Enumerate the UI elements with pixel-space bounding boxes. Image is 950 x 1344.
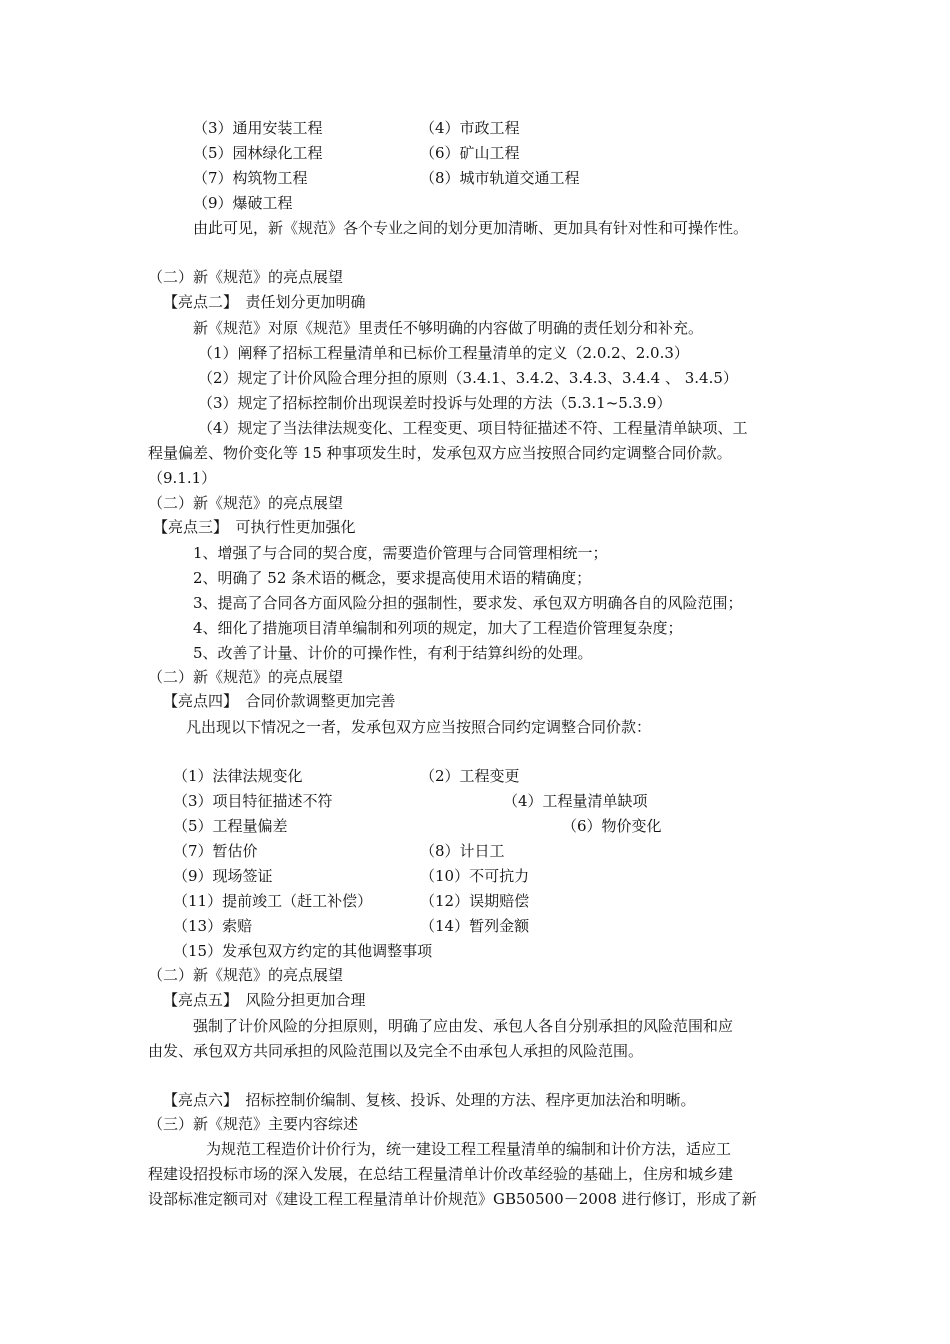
list-item: （14）暂列金额 bbox=[420, 917, 530, 935]
highlight-title: 【亮点四】 合同价款调整更加完善 bbox=[163, 692, 396, 710]
list-item: （4）工程量清单缺项 bbox=[503, 792, 648, 810]
paragraph: 为规范工程造价计价行为，统一建设工程工程量清单的编制和计价方法，适应工 bbox=[206, 1140, 732, 1158]
category-item: （3）通用安装工程 bbox=[193, 119, 323, 137]
list-item: 2、明确了 52 条术语的概念，要求提高使用术语的精确度； bbox=[193, 569, 592, 587]
list-item: （1）阐释了招标工程量清单和已标价工程量清单的定义（2.0.2、2.0.3） bbox=[198, 344, 689, 362]
list-item: 4、细化了措施项目清单编制和列项的规定，加大了工程造价管理复杂度； bbox=[193, 619, 683, 637]
list-item: （9）现场签证 bbox=[173, 867, 273, 885]
category-item: （9）爆破工程 bbox=[193, 194, 293, 212]
paragraph-continuation: 程建设招投标市场的深入发展，在总结工程量清单计价改革经验的基础上，住房和城乡建 bbox=[148, 1165, 734, 1183]
list-item: （13）索赔 bbox=[173, 917, 253, 935]
list-item: （8）计日工 bbox=[420, 842, 505, 860]
paragraph-continuation: 由发、承包双方共同承担的风险范围以及完全不由承包人承担的风险范围。 bbox=[148, 1042, 644, 1060]
category-item: （8）城市轨道交通工程 bbox=[420, 169, 580, 187]
section-heading: （二）新《规范》的亮点展望 bbox=[148, 268, 344, 286]
list-item: 3、提高了合同各方面风险分担的强制性，要求发、承包双方明确各自的风险范围； bbox=[193, 594, 743, 612]
highlight-title: 【亮点二】 责任划分更加明确 bbox=[163, 293, 366, 311]
list-item: （3）项目特征描述不符 bbox=[173, 792, 333, 810]
paragraph: 新《规范》对原《规范》里责任不够明确的内容做了明确的责任划分和补充。 bbox=[193, 319, 704, 337]
category-item: （7）构筑物工程 bbox=[193, 169, 308, 187]
list-item: （2）规定了计价风险合理分担的原则（3.4.1、3.4.2、3.4.3、3.4.4 、 3.4.5） bbox=[198, 369, 738, 387]
section-heading: （二）新《规范》的亮点展望 bbox=[148, 494, 344, 512]
section-heading: （三）新《规范》主要内容综述 bbox=[148, 1115, 359, 1133]
highlight-title: 【亮点六】 招标控制价编制、复核、投诉、处理的方法、程序更加法治和明晰。 bbox=[163, 1091, 696, 1109]
list-item: （10）不可抗力 bbox=[420, 867, 530, 885]
paragraph: 凡出现以下情况之一者，发承包双方应当按照合同约定调整合同价款： bbox=[186, 718, 652, 736]
list-item: （4）规定了当法律法规变化、工程变更、项目特征描述不符、工程量清单缺项、工 bbox=[198, 419, 748, 437]
list-item-continuation: 程量偏差、物价变化等 15 种事项发生时，发承包双方应当按照合同约定调整合同价款。 bbox=[148, 444, 732, 462]
category-item: （6）矿山工程 bbox=[420, 144, 520, 162]
list-item: （12）误期赔偿 bbox=[420, 892, 530, 910]
list-item: （1）法律法规变化 bbox=[173, 767, 303, 785]
list-item: （11）提前竣工（赶工补偿） bbox=[173, 892, 373, 910]
category-item: （4）市政工程 bbox=[420, 119, 520, 137]
list-item: （3）规定了招标控制价出现误差时投诉与处理的方法（5.3.1~5.3.9） bbox=[198, 394, 672, 412]
highlight-title: 【亮点三】 可执行性更加强化 bbox=[153, 518, 356, 536]
section-heading: （二）新《规范》的亮点展望 bbox=[148, 966, 344, 984]
conclusion-text: 由此可见，新《规范》各个专业之间的划分更加清晰、更加具有针对性和可操作性。 bbox=[193, 219, 749, 237]
list-item: （2）工程变更 bbox=[420, 767, 520, 785]
list-item: （15）发承包双方约定的其他调整事项 bbox=[173, 942, 433, 960]
paragraph: 强制了计价风险的分担原则，明确了应由发、承包人各自分别承担的风险范围和应 bbox=[193, 1017, 734, 1035]
list-item-continuation: （9.1.1） bbox=[148, 469, 217, 487]
list-item: 1、增强了与合同的契合度，需要造价管理与合同管理相统一； bbox=[193, 544, 608, 562]
list-item: （6）物价变化 bbox=[562, 817, 662, 835]
list-item: （5）工程量偏差 bbox=[173, 817, 288, 835]
list-item: （7）暂估价 bbox=[173, 842, 258, 860]
highlight-title: 【亮点五】 风险分担更加合理 bbox=[163, 991, 366, 1009]
list-item: 5、改善了计量、计价的可操作性，有利于结算纠纷的处理。 bbox=[193, 644, 593, 662]
category-item: （5）园林绿化工程 bbox=[193, 144, 323, 162]
paragraph-continuation: 设部标准定额司对《建设工程工程量清单计价规范》GB50500－2008 进行修订，形成了新 bbox=[148, 1190, 757, 1208]
section-heading: （二）新《规范》的亮点展望 bbox=[148, 668, 344, 686]
